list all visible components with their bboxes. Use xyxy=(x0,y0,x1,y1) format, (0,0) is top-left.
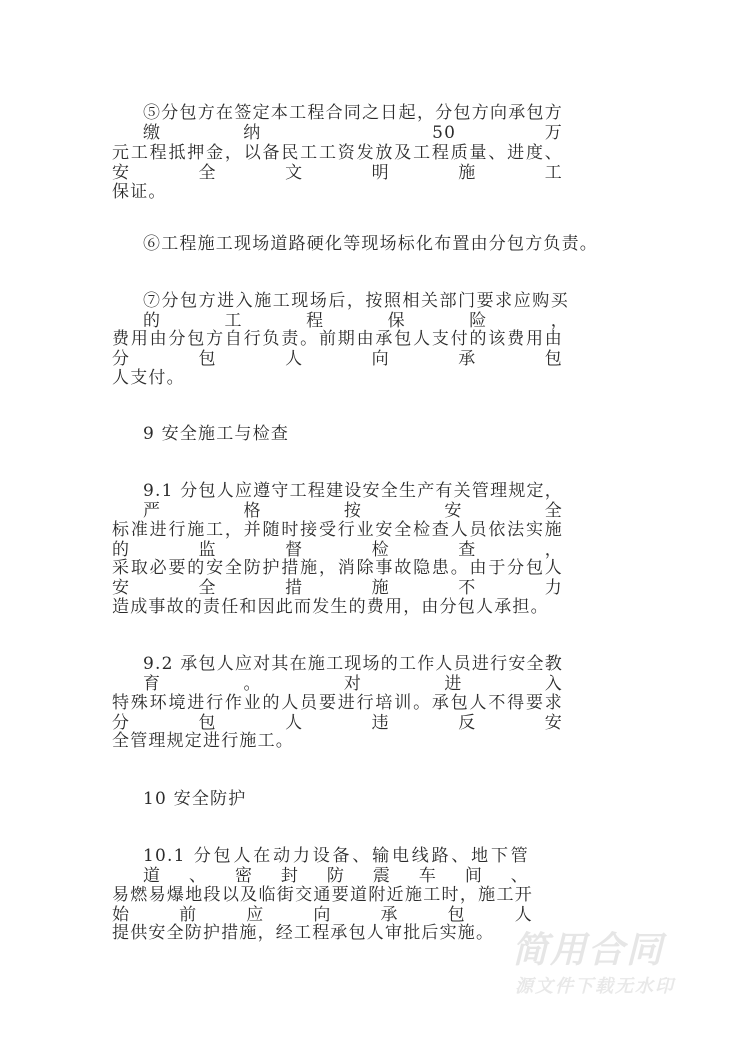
text-line: 全管理规定进行施工。 xyxy=(112,731,294,751)
text-line: 10.1 分包人在动力设备、输电线路、地下管道、密封防震车间、 xyxy=(143,846,529,886)
text-line: 标准进行施工，并随时接受行业安全检查人员依法实施的监督检查， xyxy=(112,520,563,560)
text-line: ⑥工程施工现场道路硬化等现场标化布置由分包方负责。 xyxy=(143,234,598,254)
text-line: ⑤分包方在签定本工程合同之日起，分包方向承包方缴纳 50 万 xyxy=(143,103,563,143)
watermark-subtitle: 源文件下载无水印 xyxy=(515,976,675,997)
text-line: 易燃易爆地段以及临街交通要道附近施工时，施工开始前应向承包人 xyxy=(112,885,533,925)
text-line: 造成事故的责任和因此而发生的费用，由分包人承担。 xyxy=(112,597,549,617)
watermark-logo: 简用合同 xyxy=(512,930,665,971)
text-line: 保证。 xyxy=(112,182,167,202)
text-line: 特殊环境进行作业的人员要进行培训。承包人不得要求分包人违反安 xyxy=(112,693,563,733)
text-line: 9.2 承包人应对其在施工现场的工作人员进行安全教育。对进入 xyxy=(143,654,563,694)
section-heading-10: 10 安全防护 xyxy=(143,789,247,809)
section-heading-9: 9 安全施工与检查 xyxy=(143,424,290,444)
text-line: 人支付。 xyxy=(112,368,185,388)
text-line: 元工程抵押金，以备民工工资发放及工程质量、进度、安全文明施工 xyxy=(112,143,563,183)
text-line: 9.1 分包人应遵守工程建设安全生产有关管理规定，严格按安全 xyxy=(143,481,563,521)
text-line: 采取必要的安全防护措施，消除事故隐患。由于分包人安全措施不力 xyxy=(112,558,563,598)
text-line: 费用由分包方自行负责。前期由承包人支付的该费用由分包人向承包 xyxy=(112,329,563,369)
text-line: ⑦分包方进入施工现场后，按照相关部门要求应购买的工程保险， xyxy=(143,291,569,331)
text-line: 提供安全防护措施，经工程承包人审批后实施。 xyxy=(112,923,495,943)
